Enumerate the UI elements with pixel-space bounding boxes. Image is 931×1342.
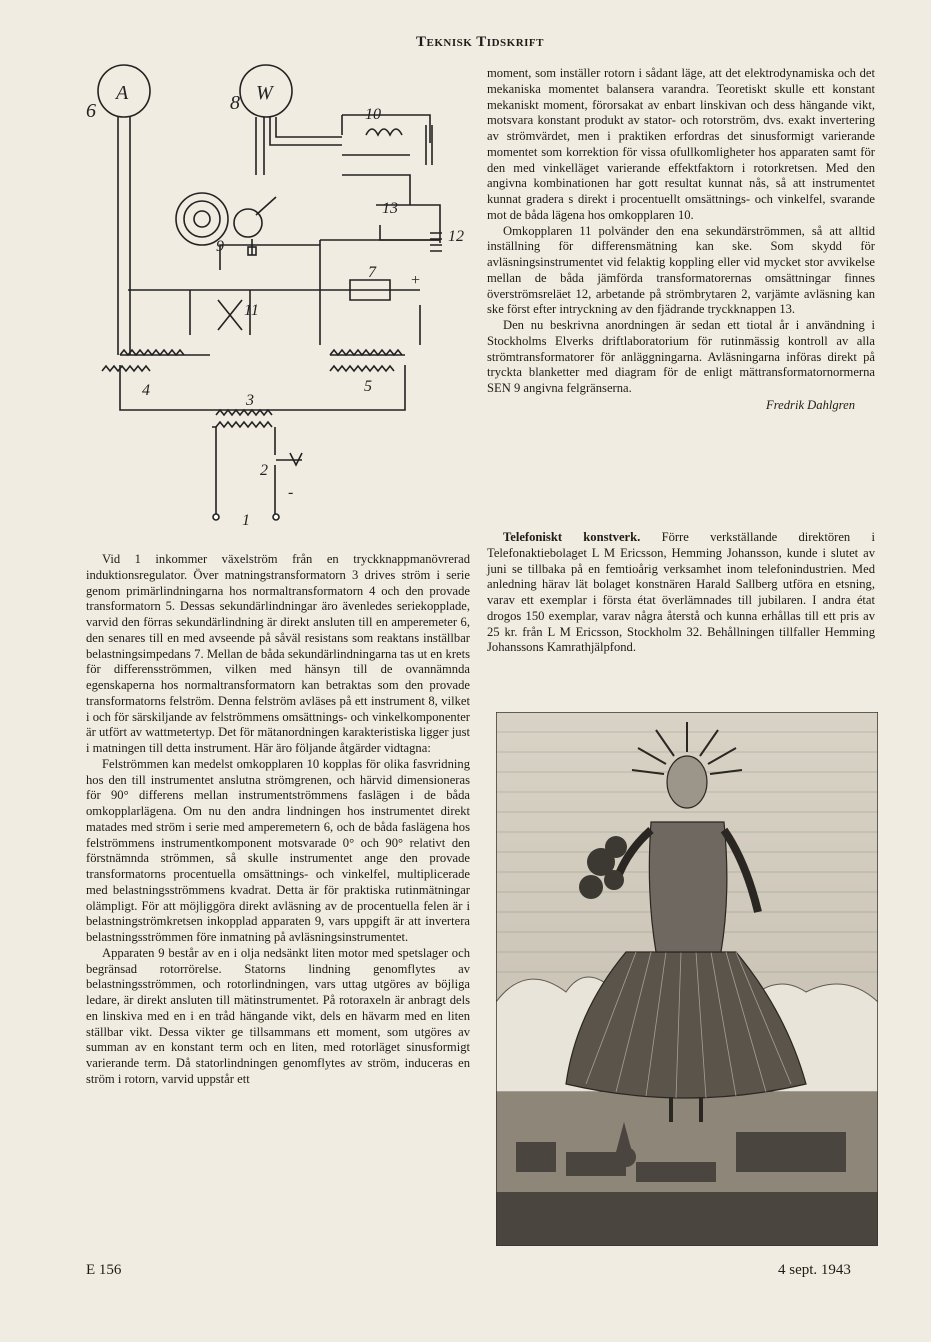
- figure-head: [667, 756, 707, 808]
- figure-torso: [649, 822, 727, 952]
- circuit-diagram: [80, 55, 480, 535]
- label-2: 2: [260, 462, 268, 479]
- news-item: [487, 530, 875, 656]
- label-minus: -: [288, 484, 294, 501]
- paragraph: Den nu beskrivna anordningen är sedan ett tiotal år i användning i Stockholms Elverks driftlaboratorium för rutinmässig kontroll av alla strömtransformatorer för anläggningarna. Avläsningarna införas direkt på tryckta blanketter med diagram för de enligt mättransformatornormerna SEN 9 angivna felgränserna.: [487, 318, 875, 395]
- wattmeter-label: W: [256, 82, 273, 104]
- label-13: 13: [382, 200, 398, 217]
- label-10: 10: [365, 106, 381, 123]
- author-signature: Fredrik Dahlgren: [766, 397, 855, 412]
- label-7: 7: [368, 264, 376, 281]
- news-heading: Telefoniskt konstverk.: [503, 530, 641, 544]
- label-6: 6: [86, 100, 96, 122]
- label-3: 3: [246, 392, 254, 409]
- paragraph: Vid 1 inkommer växelström från en tryckknappmanövrerad induktionsregulator. Över matningstransformatorn 3 drives ström i serie genom primärlindningarna hos normaltransformatorn 4 och den provade transformatorn 5. Dessas sekundärlindningar äro ävenledes seriekopplade, varvid den förras sekundärlindning är direkt ansluten till en amperemeter 6, den senares till en med avseende på såväl resistans som reaktans inställbar belastningsimpedans 7. Mellan de båda sekundärlindningarna tas ut en krets för differensströmmen, vilken med hänsyn till de ovannämnda egenskaperna hos normaltransformatorn kan betraktas som den provade transformatorns felström. Denna felström avläses på ett instrument 8, vilket i och för särskiljande av felströmmens omsättnings- och vinkelkomponenter är utfört av wattmetertyp. Det för mätanordningen karakteristiska ligger just i matningen till detta instrument. Här äro följande åtgärder vidtagna:: [86, 552, 470, 755]
- label-8: 8: [230, 92, 240, 114]
- label-11: 11: [244, 302, 259, 319]
- paragraph: moment, som inställer rotorn i sådant läge, att det elektrodynamiska och det mekaniska momentet balansera varandra. Teoretiskt skulle ett konstant mekaniskt moment, förorsakat av enbart linskivan och dess hängande vikt, motsvara konstant produkt av stator- och rotorström, dvs. exakt invertering av strömvärdet, men i praktiken erfordras det sinusformigt varierande momentet som korrektion för vissa ofullkomligheter hos apparaten samt för den med vinkelläget varierande effektfaktorn i rotorkretsen. Med den angivna kombinationen har gott resultat kunnat nås, så att instrumentet kunnat gradera s direkt i procentuellt omsättnings- och vinkelfel, svarande mot de båda lägena hos omkopplaren 10.: [487, 66, 875, 222]
- etching-illustration: [496, 712, 878, 1246]
- paragraph: Apparaten 9 består av en i olja nedsänkt liten motor med spetslager och begränsad rotorrörelse. Statorns lindning genomflytes av belastningsströmmen, och rotorlindningen, vars uttag utgöres av böjliga ledare, är direkt ansluten till mätinstrumentet. På rotoraxeln är anbragt dels en linskiva med en i en tråd hängande vikt, dels en hävarm med en liten ställbar vikt. Dessa vikter ge tillsammans ett moment, som utgöres av summan av en konstant term och en liten, med rotorläget sinusformigt varierande term. Då statorlindningen genomflytes av ström, induceras en ström i rotorn, varvid uppstår ett: [86, 945, 470, 1086]
- news-text: Förre verkställande direktören i Telefonaktiebolaget L M Ericsson, Hemming Johansson, kunde i slutet av juni se tillbaka på en femtioårig verksamhet inom telefonindustrien. Med anledning härav lät bolaget konstnären Harald Sallberg utföra en etsning, varav ett exemplar i första état överlämnades till jubilaren. I andra état drogos 150 exemplar, varav några återstå och kunna erhållas till ett pris av 25 kr. från L M Ericsson, Stockholm 32. Behållningen tillfaller Hemming Johanssons Kamrathjälpfond.: [487, 530, 875, 655]
- article-body: [86, 552, 470, 1088]
- label-4: 4: [142, 382, 150, 399]
- article-continuation: [487, 66, 875, 414]
- page-number: E 156: [86, 1262, 122, 1278]
- issue-date: 4 sept. 1943: [778, 1262, 851, 1278]
- journal-masthead: Teknisk Tidskrift: [416, 34, 544, 50]
- label-12: 12: [448, 228, 464, 245]
- label-9: 9: [216, 238, 224, 255]
- paragraph: Omkopplaren 11 polvänder den ena sekundärströmmen, så att alltid inställning för differensmätning kan ske. Som skydd för avläsningsinstrumentet vid felaktig koppling eller vid mycket stor avvikelse mellan de båda jämförda transformatorernas omsättningar finnes överströmsreläet 12, arbetande på strömbrytaren 2, varjämte avläsning kan ske först efter intryckning av den fjädrande tryckknappen 13.: [487, 223, 875, 317]
- label-1: 1: [242, 512, 250, 529]
- paragraph: Felströmmen kan medelst omkopplaren 10 kopplas för olika fasvridning hos den till instrumentet anslutna strömgrenen, och härvid dimensioneras för 90° differens mellan instrumentströmmens faslägen i de båda omkopplarlägena. Om nu den andra lindningen hos instrumentet direkt matades med ström i serie med amperemetern 6, och de båda faslägena hos felströmmens instrumentkomponent motsvarade 0° och 90° relativt den förstnämnda strömmen, så skulle instrumentet ange den provade transformatorns procentuella omsättnings- och vinkelfel, multiplicerade med belastningsströmmens kvadrat. Detta är för praktiska rutinmätningar olämpligt. För att möjliggöra direkt avläsning av de procentuella felen är i belastningströmkretsen inkopplad apparaten 9, vars uppgift är att invertera belastningsströmmen före inmatning på avläsningsinstrumentet.: [86, 756, 470, 944]
- label-plus: +: [410, 272, 421, 289]
- switch-11-symbol: [218, 300, 242, 330]
- label-5: 5: [364, 378, 372, 395]
- ammeter-label: A: [116, 82, 129, 104]
